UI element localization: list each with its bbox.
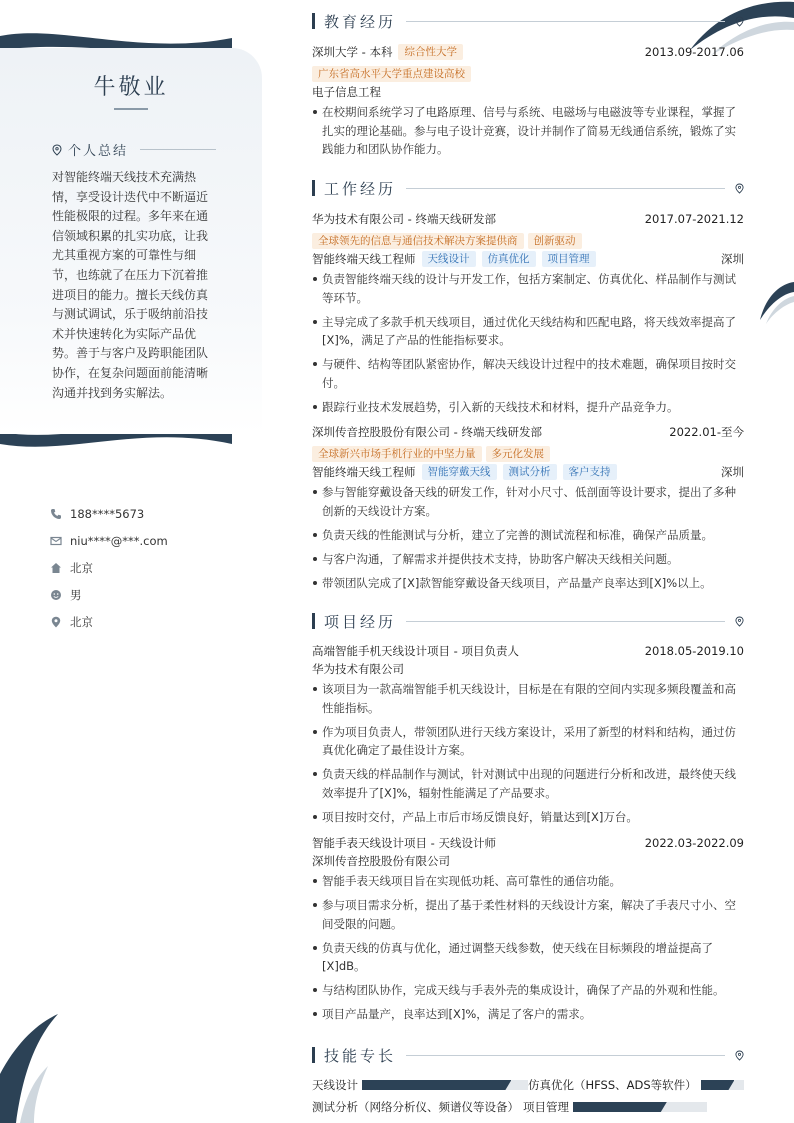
list-item: 负责智能终端天线的设计与开发工作，包括方案制定、仿真优化、样品制作与测试等环节。 — [312, 270, 744, 307]
list-item: 项目按时交付，产品上市后市场反馈良好，销量达到[X]万台。 — [312, 808, 744, 827]
project-date: 2018.05-2019.10 — [644, 644, 744, 658]
projects-title: 项目经历 — [324, 612, 397, 631]
candidate-name: 牛敬业 — [93, 75, 169, 100]
list-item: 智能手表天线项目旨在实现低功耗、高可靠性的通信功能。 — [312, 872, 744, 891]
education-entry — [312, 43, 744, 164]
skill-tag: 测试分析 — [503, 464, 557, 480]
contact-location: 北京 — [50, 608, 250, 635]
contact-list — [50, 500, 250, 635]
skill-name: 测试分析（网络分析仪、频谱仪等设备） — [312, 1100, 519, 1114]
job-role: 智能终端天线工程师 — [312, 465, 416, 479]
location-pin-icon — [735, 1050, 744, 1061]
education-section-header — [312, 10, 744, 32]
right-edge-swoosh-decoration — [756, 280, 794, 324]
skill-tag: 智能穿戴天线 — [422, 464, 497, 480]
gender-icon — [50, 589, 62, 601]
skill-bar-track — [701, 1080, 744, 1090]
section-bar — [312, 1047, 315, 1063]
skill-name: 天线设计 — [312, 1078, 358, 1092]
list-item: 跟踪行业技术发展趋势，引入新的天线技术和材料，提升产品竞争力。 — [312, 398, 744, 417]
project-name: 高端智能手机天线设计项目 - 项目负责人 — [312, 644, 519, 658]
project-entry — [312, 834, 744, 1029]
job-entry — [312, 210, 744, 422]
section-rule — [406, 21, 725, 22]
mail-icon — [50, 535, 62, 547]
section-rule — [406, 188, 725, 189]
skill-bar-track — [362, 1080, 528, 1090]
company-tag: 全球新兴市场手机行业的中坚力量 — [312, 446, 482, 462]
skill-bar-fill — [362, 1080, 511, 1090]
projects-section-header — [312, 610, 744, 632]
work-section-header — [312, 177, 744, 199]
school-tag: 综合性大学 — [398, 44, 463, 60]
project-name: 智能手表天线设计项目 - 天线设计师 — [312, 836, 496, 850]
skill-bar-fill — [573, 1102, 667, 1112]
job-entry — [312, 423, 744, 598]
list-item: 参与项目需求分析，提出了基于柔性材料的天线设计方案，解决了手表尺寸小、空间受限的问题。 — [312, 896, 744, 933]
section-bar — [312, 613, 315, 629]
skills-title: 技能专长 — [324, 1046, 397, 1065]
list-item: 带领团队完成了[X]款智能穿戴设备天线项目，产品量产良率达到[X]%以上。 — [312, 574, 744, 593]
contact-email: niu****@***.com — [50, 527, 250, 554]
skills-list — [312, 1074, 744, 1118]
list-item: 该项目为一款高端智能手机天线设计，目标是在有限的空间内实现多频段覆盖和高性能指标。 — [312, 680, 744, 717]
skill-tag: 天线设计 — [422, 251, 476, 267]
skill-item — [528, 1077, 744, 1093]
contact-gender: 男 — [50, 581, 250, 608]
project-org: 深圳传音控股股份有限公司 — [312, 854, 450, 868]
list-item: 与硬件、结构等团队紧密协作，解决天线设计过程中的技术难题，确保项目按时交付。 — [312, 355, 744, 392]
skill-name: 仿真优化（HFSS、ADS等软件） — [528, 1078, 697, 1092]
job-role: 智能终端天线工程师 — [312, 252, 416, 266]
list-item: 主导完成了多款手机天线项目，通过优化天线结构和匹配电路，将天线效率提高了[X]%，满足了产品的性能指标要求。 — [312, 313, 744, 350]
work-title: 工作经历 — [324, 179, 397, 198]
list-item: 负责天线的仿真与优化，通过调整天线参数，使天线在目标频段的增益提高了[X]dB。 — [312, 939, 744, 976]
skills-section-header — [312, 1044, 744, 1066]
summary-title: 个人总结 — [68, 144, 129, 159]
list-item: 参与智能穿戴设备天线的研发工作，针对小尺寸、低剖面等设计要求，提出了多种创新的天线设计方案。 — [312, 483, 744, 520]
skill-tag: 客户支持 — [563, 464, 617, 480]
school-name: 深圳大学 - 本科 — [312, 45, 393, 59]
job-city: 深圳 — [721, 252, 744, 266]
list-item: 在校期间系统学习了电路原理、信号与系统、电磁场与电磁波等专业课程，掌握了扎实的理论基础。参与电子设计竞赛，设计并制作了简易无线通信系统，锻炼了实践能力和团队协作能力。 — [312, 103, 744, 159]
location-pin-icon — [52, 144, 62, 156]
list-item: 项目产品量产，良率达到[X]%，满足了客户的需求。 — [312, 1005, 744, 1024]
bottom-left-swoosh-decoration — [0, 1014, 60, 1123]
job-company: 华为技术有限公司 - 终端天线研发部 — [312, 212, 496, 226]
section-rule — [406, 621, 725, 622]
section-bar — [312, 180, 315, 196]
project-entry — [312, 642, 744, 832]
list-item: 作为项目负责人，带领团队进行天线方案设计，采用了新型的材料和结构，通过仿真优化确定了最佳设计方案。 — [312, 723, 744, 760]
company-tag: 创新驱动 — [528, 233, 582, 249]
name-underline — [114, 108, 148, 110]
job-date: 2022.01-至今 — [669, 425, 744, 439]
skill-item — [523, 1099, 707, 1115]
education-title: 教育经历 — [324, 12, 397, 31]
job-city: 深圳 — [721, 465, 744, 479]
list-item: 负责天线的样品制作与测试，针对测试中出现的问题进行分析和改进，最终使天线效率提升了[X]%，辐射性能满足了产品要求。 — [312, 765, 744, 802]
education-date: 2013.09-2017.06 — [644, 45, 744, 59]
skill-bar-fill — [701, 1080, 735, 1090]
location-icon — [50, 616, 62, 628]
skill-tag: 项目管理 — [542, 251, 596, 267]
location-pin-icon — [735, 183, 744, 194]
location-pin-icon — [735, 616, 744, 627]
contact-phone: 188****5673 — [50, 500, 250, 527]
job-date: 2017.07-2021.12 — [644, 212, 744, 226]
job-company: 深圳传音控股股份有限公司 - 终端天线研发部 — [312, 425, 542, 439]
company-tag: 多元化发展 — [486, 446, 551, 462]
project-org: 华为技术有限公司 — [312, 662, 404, 676]
section-bar — [312, 13, 315, 29]
skill-name: 项目管理 — [523, 1100, 569, 1114]
project-date: 2022.03-2022.09 — [644, 836, 744, 850]
list-item: 负责天线的性能测试与分析，建立了完善的测试流程和标准，确保产品质量。 — [312, 526, 744, 545]
summary-rule — [140, 149, 216, 150]
phone-icon — [50, 508, 62, 520]
list-item: 与客户沟通，了解需求并提供技术支持，协助客户解决天线相关问题。 — [312, 550, 744, 569]
major: 电子信息工程 — [312, 85, 381, 99]
summary-heading — [52, 140, 216, 159]
school-tag: 广东省高水平大学重点建设高校 — [312, 66, 471, 82]
section-rule — [406, 1055, 725, 1056]
skill-item — [312, 1099, 523, 1115]
summary-text: 对智能终端天线技术充满热情，享受设计迭代中不断逼近性能极限的过程。多年来在通信领域积累的扎实功底，让我尤其重视方案的可靠性与细节，也练就了在压力下沉着推进项目的能力。擅长天线仿真与测试调试，乐于吸纳前沿技术并快速转化为实际产品优势。善于与客户及跨职能团队协作，在复杂问题面前能清晰沟通并找到务实解法。 — [52, 170, 209, 400]
skill-tag: 仿真优化 — [482, 251, 536, 267]
home-icon — [50, 562, 62, 574]
skill-bar-track — [573, 1102, 707, 1112]
list-item: 与结构团队协作，完成天线与手表外壳的集成设计，确保了产品的外观和性能。 — [312, 981, 744, 1000]
location-pin-icon — [735, 16, 744, 27]
skill-item — [312, 1077, 528, 1093]
company-tag: 全球领先的信息与通信技术解决方案提供商 — [312, 233, 524, 249]
contact-home: 北京 — [50, 554, 250, 581]
